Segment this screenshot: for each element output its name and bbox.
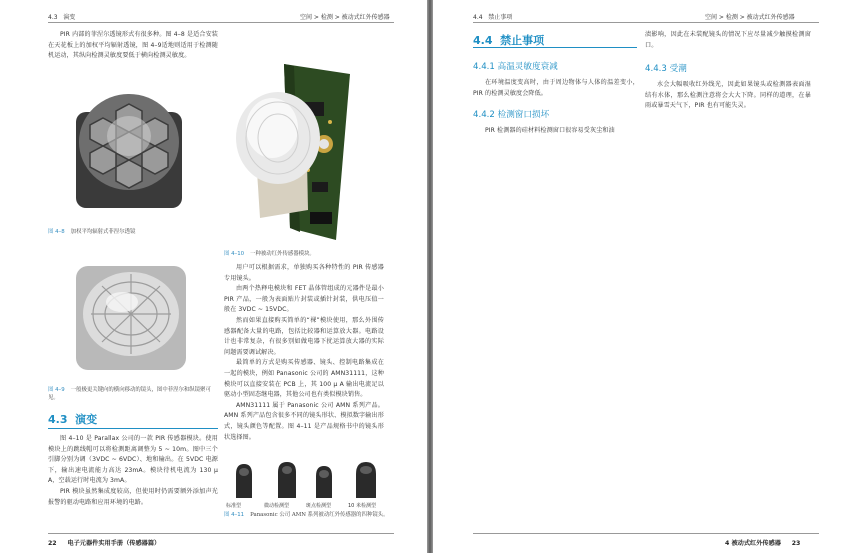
fig-4-11-labels bbox=[226, 502, 388, 509]
header-rule bbox=[473, 22, 819, 23]
book-title: 电子元器件实用手册（传感器篇） bbox=[67, 540, 161, 547]
amn-lens-image bbox=[226, 458, 386, 502]
chapter-title: 4 被动式红外传感器 bbox=[725, 540, 781, 547]
pir-module-image bbox=[224, 62, 352, 242]
fig-4-9-caption: 图 4–9 一般极更关键向的横向移动的镜头，图中菲涅尔和纵镜聚可见。 bbox=[48, 387, 211, 401]
section-4-4-heading: 4.4 禁止事项 bbox=[473, 34, 545, 47]
subsection-4-4-2-text: PIR 检测器的硅材料检测窗口很容易受灰尘和油 bbox=[485, 127, 615, 134]
fig-4-8-caption: 图 4–8 加权平均辐射式菲涅尔透镜 bbox=[48, 229, 136, 235]
intro-paragraph: PIR 内部的菲涅尔透镜形式有很多种。图 4–8 是适合安装在天花板上的加权平均辐射透镜，图 4–9适地则适用于检测随机运动，其纵向检测灵敏度要低于横向检测灵敏度。 bbox=[48, 31, 218, 60]
page-number: 23 bbox=[791, 540, 801, 547]
subsection-4-4-3-heading: 4.4.3 受潮 bbox=[645, 64, 687, 74]
fresnel-lens-photo-light bbox=[72, 256, 190, 374]
fig-4-10-caption: 图 4–10 一种被动红外传感器模块。 bbox=[224, 251, 315, 257]
left-page bbox=[0, 0, 427, 553]
subsection-4-4-1-text: 在环境温度变高时，由于周边物体与人体的温差变小，PIR 的检测灵敏度会降低。 bbox=[473, 79, 639, 97]
subsection-4-4-2-heading: 4.4.2 检测窗口损坏 bbox=[473, 110, 550, 120]
fresnel-lens-dark-image bbox=[70, 84, 188, 212]
subsection-4-4-1-heading: 4.4.1 高温灵敏度衰减 bbox=[473, 62, 558, 72]
page-number: 22 bbox=[48, 540, 57, 547]
left-header-crumb: 空间 > 检测 > 被动式红外传感器 bbox=[300, 14, 390, 21]
paragraph: 最简单的方式是购买传感器、镜头、控制电路集成在一起的模块，例如 Panasonic 公司的 AMN31111，这种模块可以直接安装在 PCB 上，其 100 μ A 输出电流足以驱动小型固态继电器，其他公司也有类似模块销售。 bbox=[224, 359, 384, 399]
fresnel-lens-photo-dark bbox=[70, 84, 188, 212]
section-4-3-rule bbox=[48, 428, 218, 429]
footer-rule bbox=[48, 533, 394, 534]
left-header-section: 4.3 演变 bbox=[48, 14, 76, 21]
paragraph: PIR 模块虽然集成度较高，但使用时仍需要额外添加声光报警的驱动电路和应用环境的电路。 bbox=[48, 487, 218, 506]
section-4-4-rule bbox=[473, 47, 637, 48]
right-column-body bbox=[224, 263, 384, 443]
continued-text: 渍影响，因此在未装配镜头的情况下应尽量减少触摸检测窗口。 bbox=[645, 31, 811, 49]
right-header-crumb: 空间 > 检测 > 被动式红外传感器 bbox=[705, 14, 795, 21]
lens-label-micro: 微动检测型 bbox=[264, 503, 290, 509]
fresnel-lens-light-image bbox=[72, 256, 190, 374]
right-header-section: 4.4 禁止事项 bbox=[473, 14, 513, 21]
section-4-3-heading: 4.3 演变 bbox=[48, 413, 98, 426]
fig-4-11-caption: 图 4–11 Panasonic 公司 AMN 系列被动红外传感器的四种镜头。 bbox=[224, 512, 389, 518]
paragraph: 用户可以根据需求，单独购买各种特性的 PIR 传感器专用镜头。 bbox=[224, 264, 384, 282]
right-footer bbox=[725, 538, 800, 547]
pir-module-photo bbox=[224, 62, 352, 242]
paragraph: 图 4–10 是 Parallax 公司的一款 PIR 传感器模块。使用模块上的跳线帽可以将检测距离调整为 5 ~ 10m。图中三个引脚分别为调（3VDC ~ 6VDC）、地和输出。在 5VDC 电源下，输出速电流能力高达 23mA。模块待机电流为 130 μ A，空载运行时电流为 3mA。 bbox=[48, 435, 218, 485]
paragraph: 然而如果直接购买简单的“裸”模块使用，那么外围传感器配备大量的电路，包括比较器和运算放大器。电路设计也非常复杂，有很多别如做电器下扰运算放大器的实际问题需要调试解决。 bbox=[224, 316, 384, 356]
left-footer bbox=[48, 538, 160, 547]
lens-label-10m: 10 米检测型 bbox=[348, 503, 376, 509]
paragraph: 由两个热释电模块和 FET 晶体管组成的元器件是最小 PIR 产品，一般为表面贴片封装或插针封装，供电压值一般在 3VDC ~ 15VDC。 bbox=[224, 285, 384, 314]
section-4-3-body bbox=[48, 434, 218, 508]
footer-rule bbox=[473, 533, 819, 534]
lens-label-standard: 标准型 bbox=[226, 503, 242, 509]
paragraph: AMN31111 属于 Panasonic 公司 AMN 系列产品。AMN 系列产品包含很多不同的镜头形状、模拟数字输出形式，镜头颜色等配置。图 4–11 是产品规格书中的镜头形状选择图。 bbox=[224, 401, 384, 441]
subsection-4-4-3-text: 水会大幅吸收红外线光，因此如果镜头或检测器表面湿结有水体，那么检测注意将会大大下降。同样的道理，在暴雨或暴雪天气下，PIR 也有可能失灵。 bbox=[645, 81, 811, 110]
header-rule bbox=[48, 22, 394, 23]
amn-lens-photos bbox=[226, 458, 386, 502]
lens-label-spot: 斑点检测型 bbox=[306, 503, 332, 509]
right-page bbox=[433, 0, 861, 553]
